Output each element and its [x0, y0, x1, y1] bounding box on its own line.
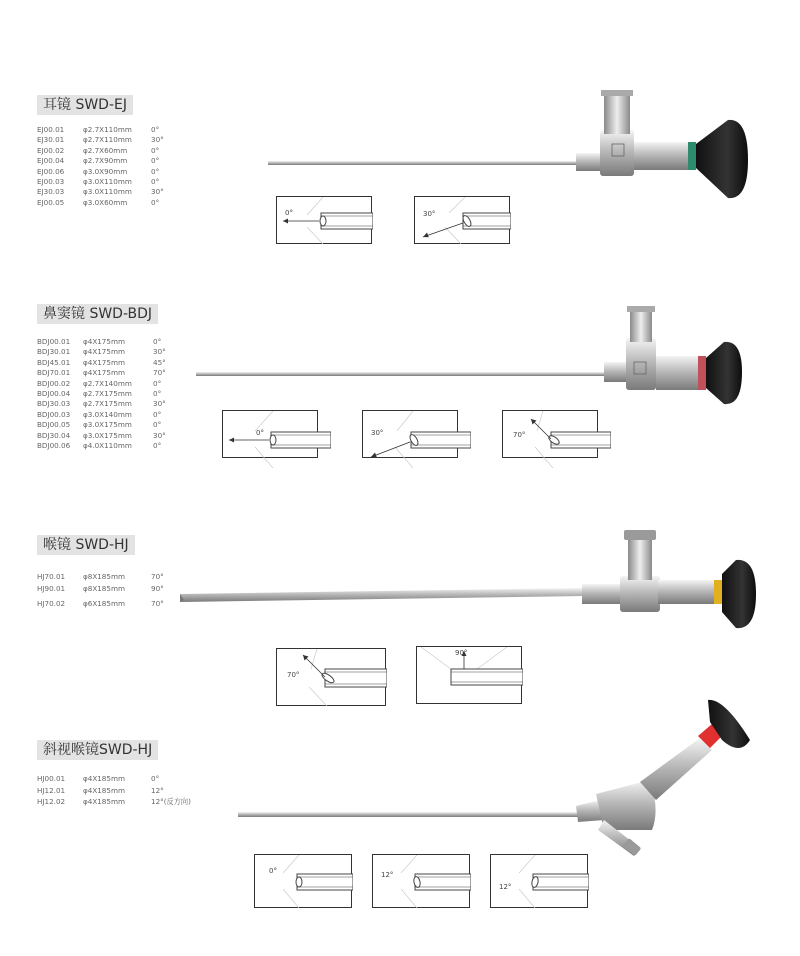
- spec-row: HJ12.01 φ4X185mm 12°: [37, 785, 164, 795]
- spec-row: BDJ00.06 φ4.0X110mm 0°: [37, 441, 162, 451]
- spec-row: HJ12.02 φ4X185mm 12°(反方向): [37, 797, 191, 806]
- angle-label: 12°: [381, 871, 394, 879]
- spec-row: HJ70.02 φ6X185mm 70°: [37, 599, 164, 608]
- spec-row: BDJ30.01 φ4X175mm 30°: [37, 347, 166, 357]
- angle-label: 12°: [499, 883, 512, 891]
- angle-label: 70°: [513, 431, 526, 439]
- section-title: 耳镜 SWD-EJ: [37, 95, 133, 115]
- spec-row: BDJ00.03 φ3.0X140mm 0°: [37, 409, 162, 419]
- angle-label: 0°: [285, 209, 293, 217]
- angle-label: 30°: [371, 429, 384, 437]
- spec-row: HJ00.01 φ4X185mm 0°: [37, 774, 160, 783]
- spec-row: BDJ00.01 φ4X175mm 0°: [37, 337, 162, 346]
- tip-angle-diagram: [372, 854, 470, 908]
- spec-row: HJ90.01 φ8X185mm 90°: [37, 584, 164, 593]
- spec-row: EJ00.04 φ2.7X90mm 0°: [37, 156, 160, 166]
- angle-label: 90°: [455, 649, 468, 657]
- spec-row: BDJ30.03 φ2.7X175mm 30°: [37, 399, 166, 409]
- spec-row: HJ70.01 φ8X185mm 70°: [37, 572, 164, 581]
- angle-label: 0°: [256, 429, 264, 437]
- spec-row: BDJ00.05 φ3.0X175mm 0°: [37, 420, 162, 430]
- angle-label: 30°: [423, 210, 436, 218]
- angle-label: 70°: [287, 671, 300, 679]
- spec-row: BDJ30.04 φ3.0X175mm 30°: [37, 430, 166, 440]
- spec-row: EJ00.06 φ3.0X90mm 0°: [37, 166, 160, 176]
- section-title: 喉镜 SWD-HJ: [37, 535, 135, 555]
- spec-row: EJ00.01 φ2.7X110mm 0°: [37, 125, 160, 134]
- angle-label: 0°: [269, 867, 277, 875]
- spec-row: BDJ45.01 φ4X175mm 45°: [37, 357, 166, 367]
- spec-row: BDJ00.02 φ2.7X140mm 0°: [37, 378, 162, 388]
- spec-row: BDJ70.01 φ4X175mm 70°: [37, 368, 166, 378]
- section-title: 斜视喉镜SWD-HJ: [37, 740, 158, 760]
- spec-row: EJ00.02 φ2.7X60mm 0°: [37, 145, 160, 155]
- spec-row: EJ30.03 φ3.0X110mm 30°: [37, 187, 164, 197]
- spec-row: EJ30.01 φ2.7X110mm 30°: [37, 135, 164, 145]
- section-title: 鼻窦镜 SWD-BDJ: [37, 304, 158, 324]
- spec-row: BDJ00.04 φ2.7X175mm 0°: [37, 389, 162, 399]
- tip-angle-diagram: [254, 854, 352, 908]
- tip-angle-diagram: [490, 854, 588, 908]
- spec-row: EJ00.05 φ3.0X60mm 0°: [37, 197, 160, 207]
- spec-row: EJ00.03 φ3.0X110mm 0°: [37, 177, 160, 187]
